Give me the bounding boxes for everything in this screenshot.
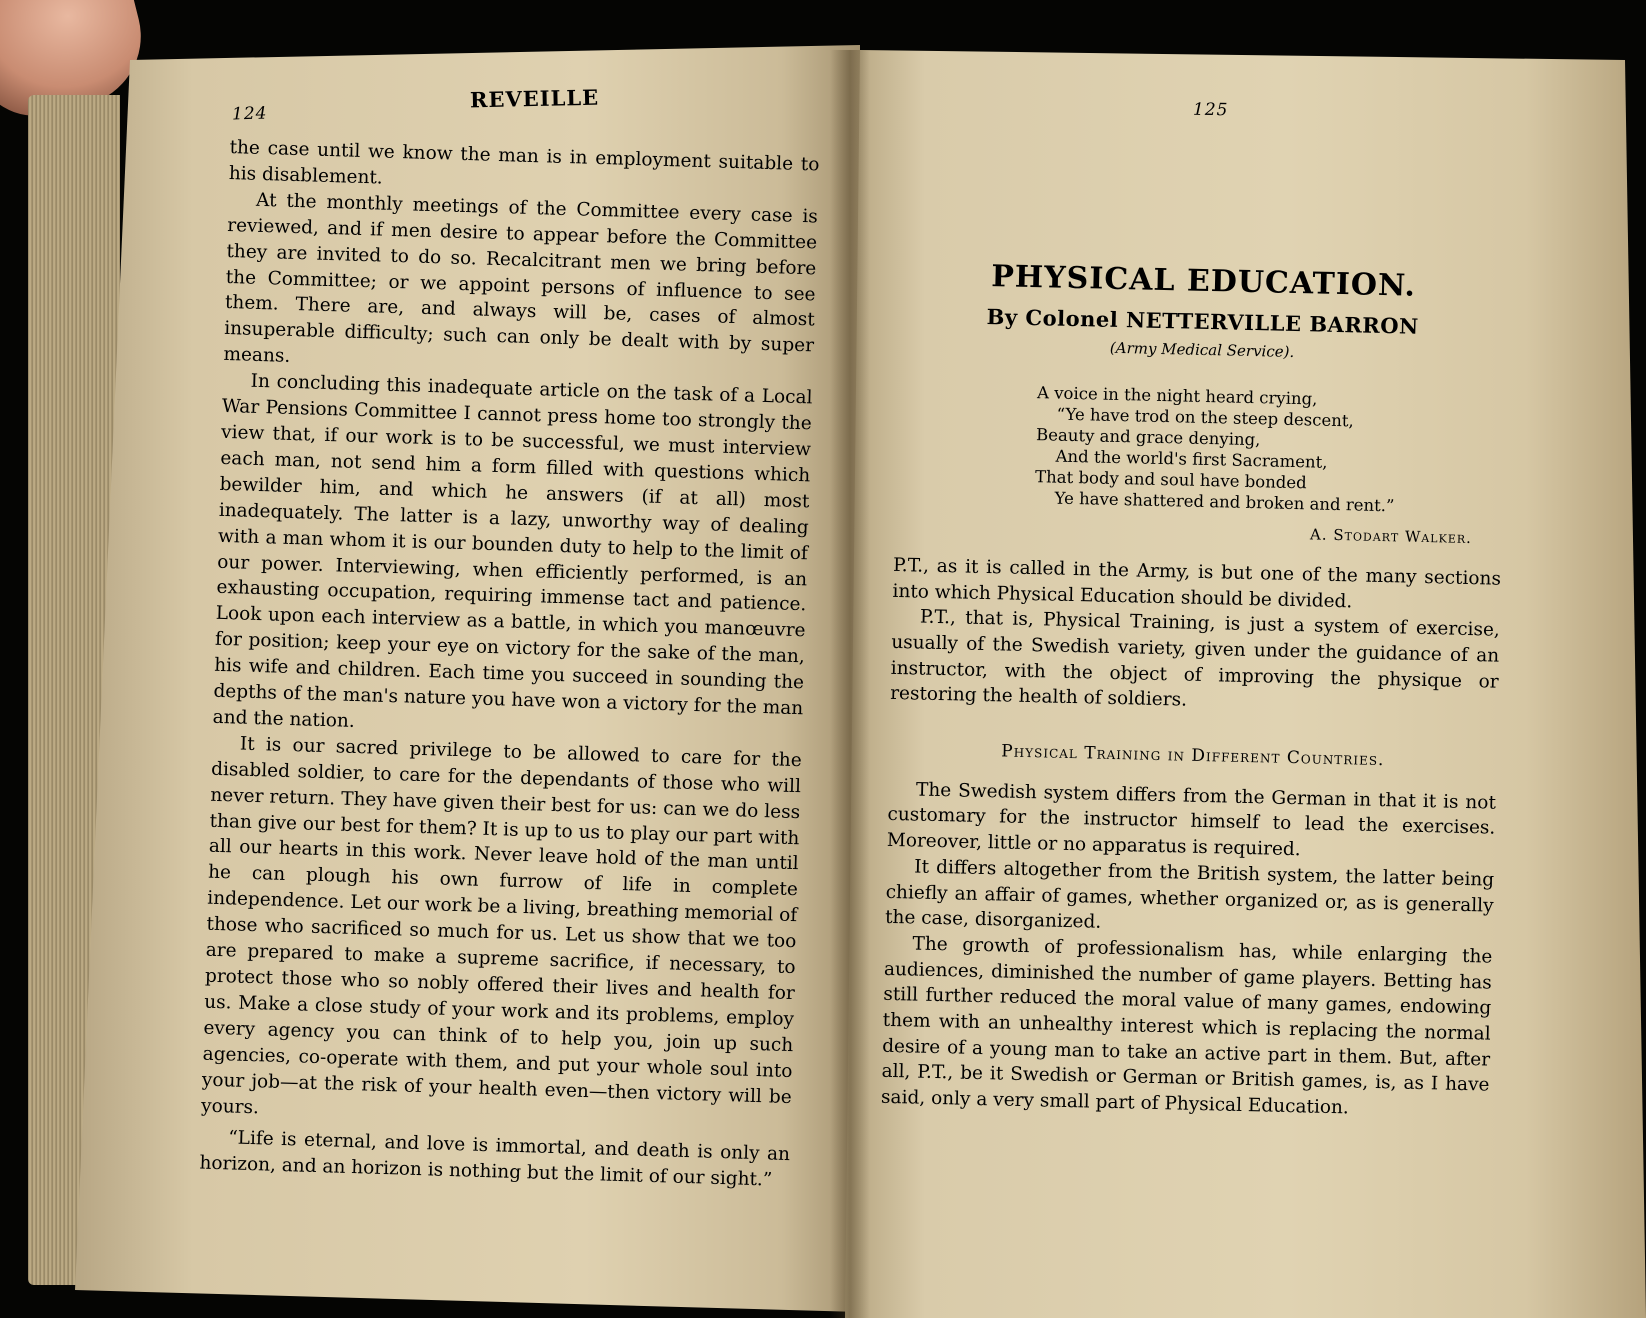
- book-gutter: [830, 50, 870, 1318]
- paragraph: The growth of professionalism has, while enlarging the audiences, diminished the number of game players. Betting has still further reduced the moral value of many games, endowing them with an unhealthy interest which is replacing the normal desire of a young man to take an active part in them. But, after all, P.T., be it Swedish or German or British games, is, as I have said, only a very small part of Physical Education.: [880, 933, 1493, 1119]
- page-number-left: 124: [231, 103, 268, 125]
- epigraph-verse: [1034, 382, 1505, 519]
- paragraph: It differs altogether from the British system, the latter being chiefly an affair of games, whether organized or, as is generally the case, disorganized.: [884, 856, 1495, 933]
- verse-line: Beauty and grace denying,: [1035, 425, 1261, 450]
- closing-quote: “Life is eternal, and love is immortal, and death is only an horizon, and an horizon is nothing but the limit of our sight.”: [199, 1127, 791, 1191]
- paragraph: In concluding this inadequate article on the task of a Local War Pensions Committee I cannot press home too strongly the view that, if our work is to be successful, we must interview each man, not send him a form filled with questions which bewilder him, and which he answers (if at all) most inadequately. The latter is a lazy, unworthy way of dealing with a man whom it is our bounden duty to help to the limit of our power. Interviewing, when efficiently performed, is an exhausting occupation, requiring immense tact and patience. Look upon each interview as a battle, in which you manœuvre for position; keep your eye on victory for the sake of the man, his wife and children. Each time you succeed in sounding the depths of the man's nature you have won a victory for the man and the nation.: [212, 370, 813, 732]
- verse-line: That body and soul have bonded: [1034, 467, 1307, 493]
- page-number-right: 125: [1192, 99, 1229, 121]
- paragraph: It is our sacred privilege to be allowed to care for the disabled soldier, to care for the dependants of those who will never return. They have given their best for us: can we do less than give our best for them? It is up to us to play our part with all our hearts in this work. Never leave hold of the man until he can plough his own furrow of life in complete independence. Let our work be a living, breathing memorial of those who sacrificed so much for us. Let us show that we too are prepared to make a supreme sacrifice, if necessary, to protect those who so nobly offered their lives and health for us. Make a close study of your work and its problems, employ every agency you can think of to help you, join up such agencies, co-operate with them, and put your whole soul into your job—at the risk of your health even—then victory will be yours.: [200, 733, 803, 1118]
- byline: By Colonel NETTERVILLE BARRON: [986, 303, 1420, 339]
- affiliation: (Army Medical Service).: [1109, 339, 1295, 362]
- verse-line: And the world's first Sacrament,: [1055, 446, 1328, 472]
- paragraph: P.T., that is, Physical Training, is just a system of exercise, usually of the Swedish variety, given under the guidance of an instructor, with the object of improving the physique or restoring the health of soldiers.: [889, 606, 1501, 711]
- left-page-text: [199, 135, 820, 1194]
- paragraph: P.T., as it is called in the Army, is but one of the many sections into which Physical Education should be divided.: [892, 554, 1502, 612]
- verse-line: “Ye have trod on the steep descent,: [1056, 404, 1354, 431]
- article-title: PHYSICAL EDUCATION.: [990, 259, 1417, 304]
- paragraph: At the monthly meetings of the Committee every case is reviewed, and if men desire to appear before the Committee they are invited to do so. Recalcitrant men we bring before the Committee; or we appoint persons of influence to see them. There are, and always will be, cases of almost insuperable difficulty; such can only be dealt with by super means.: [223, 189, 819, 368]
- right-page-text: [880, 259, 1508, 1124]
- running-head: REVEILLE: [469, 84, 600, 113]
- paragraph: the case until we know the man is in employment suitable to his disablement.: [228, 136, 820, 189]
- verse-line: A voice in the night heard crying,: [1036, 383, 1318, 409]
- paragraph: The Swedish system differs from the German in that it is not customary for the instructor himself to lead the exercises. Moreover, little or no apparatus is required.: [886, 779, 1497, 861]
- section-heading: Physical Training in Different Countries.: [1001, 741, 1385, 771]
- verse-line: Ye have shattered and broken and rent.”: [1054, 488, 1395, 516]
- verse-attribution: A. Stodart Walker.: [1309, 525, 1473, 548]
